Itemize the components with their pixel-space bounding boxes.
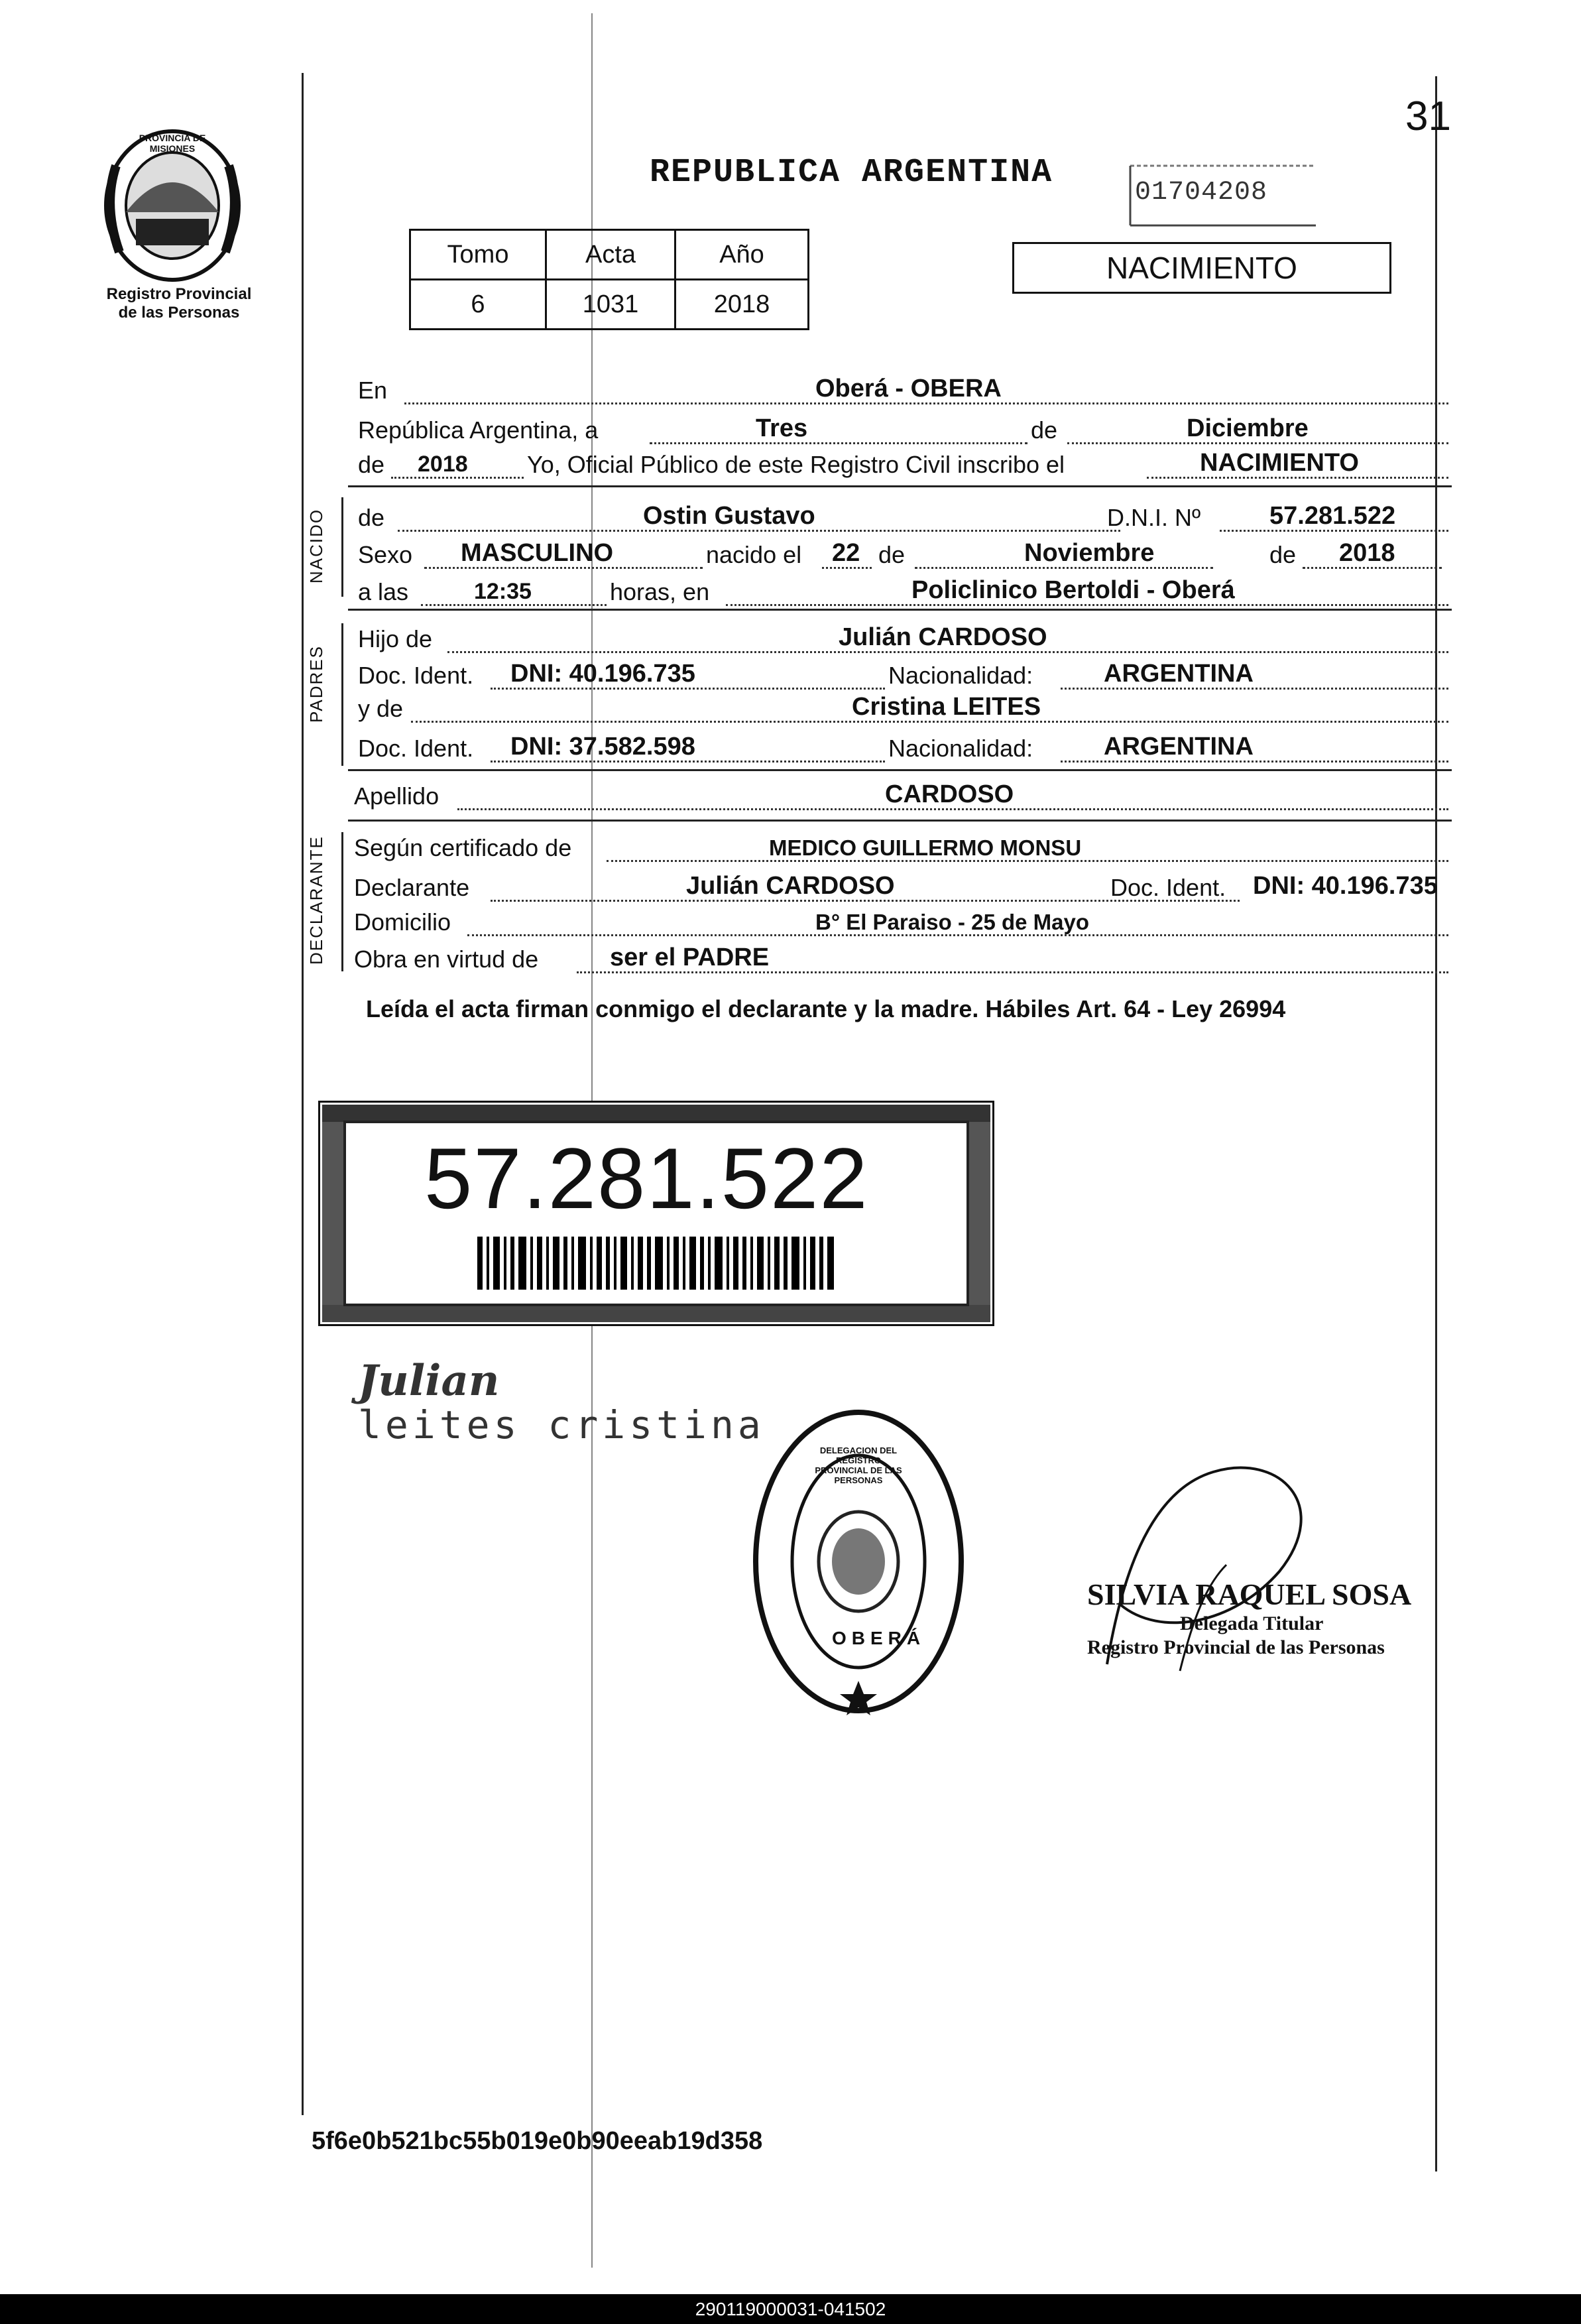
official-signature-name: SILVIA RAQUEL SOSA: [1087, 1577, 1412, 1611]
left-margin-line: [302, 73, 304, 2115]
section-divider: [348, 609, 1452, 611]
row-mother-doc: [358, 729, 1452, 766]
section-bracket: [341, 832, 343, 971]
row-certificate: [354, 829, 1452, 866]
row-capacity: [354, 940, 1452, 977]
registry-caption: [86, 285, 272, 322]
label-doc-ident: Doc. Ident.: [1110, 874, 1226, 901]
label-nacido-el: nacido el: [706, 541, 802, 568]
row-surname: [354, 777, 1452, 814]
day-words: Tres: [756, 414, 808, 442]
label-y-de: y de: [358, 695, 404, 722]
row-father-doc: [358, 656, 1452, 694]
mother-name: Cristina LEITES: [852, 693, 1041, 721]
dni-card-number: 57.281.522: [424, 1130, 869, 1227]
section-label-padres: PADRES: [306, 645, 326, 723]
section-label-nacido: NACIDO: [306, 508, 326, 583]
section-divider: [348, 769, 1452, 771]
father-name: Julián CARDOSO: [839, 623, 1047, 651]
row-declarant: [354, 869, 1452, 906]
document-title: REPUBLICA ARGENTINA: [650, 154, 1053, 192]
father-doc: DNI: 40.196.735: [510, 660, 695, 688]
label-doc-ident: Doc. Ident.: [358, 735, 474, 762]
record-table-header-row: [410, 230, 809, 280]
label-de: de: [878, 541, 906, 568]
registry-caption-line2: de las Personas: [118, 304, 240, 322]
row-place: [358, 371, 1452, 408]
inscription-type: NACIMIENTO: [1200, 449, 1359, 477]
section-bracket: [341, 623, 343, 766]
row-address: [354, 903, 1452, 940]
capacity-value: ser el PADRE: [610, 944, 770, 971]
officer-text: Yo, Oficial Público de este Registro Civil inscribo el: [527, 451, 1065, 478]
label-de2: de: [358, 451, 385, 478]
official-signature-role: Delegada Titular: [1180, 1613, 1324, 1634]
record-table-header: Año: [675, 230, 809, 280]
label-hijo-de: Hijo de: [358, 625, 433, 652]
mother-nationality: ARGENTINA: [1104, 733, 1254, 761]
label-doc-ident: Doc. Ident.: [358, 662, 474, 689]
record-type-box: NACIMIENTO: [1012, 242, 1391, 294]
row-date: [358, 411, 1452, 448]
label-a-las: a las: [358, 578, 409, 605]
row-mother: [358, 690, 1452, 727]
birth-time: 12:35: [474, 579, 532, 604]
handwritten-signature-father: Julian: [358, 1356, 500, 1406]
month-value: Diciembre: [1187, 414, 1309, 442]
handwritten-signature-mother: leites cristina: [358, 1402, 765, 1447]
birth-year: 2018: [1339, 539, 1395, 567]
section-divider: [348, 820, 1452, 822]
child-name: Ostin Gustavo: [643, 502, 815, 530]
logo-seal-text: PROVINCIA DE MISIONES: [139, 133, 206, 154]
record-table-cell: 2018: [675, 280, 809, 330]
father-nationality: ARGENTINA: [1104, 660, 1254, 688]
record-table-header: Acta: [546, 230, 675, 280]
child-dni: 57.281.522: [1269, 502, 1396, 530]
official-signature-org: Registro Provincial de las Personas: [1087, 1636, 1385, 1658]
label-nacionalidad: Nacionalidad:: [888, 662, 1033, 689]
place-value: Oberá - OBERA: [815, 375, 1002, 402]
label-en: En: [358, 377, 388, 404]
record-table-value-row: [410, 280, 809, 330]
label-apellido: Apellido: [354, 782, 439, 810]
row-sex-birthdate: [358, 536, 1452, 573]
address-value: B° El Paraiso - 25 de Mayo: [815, 910, 1090, 934]
label-republic: República Argentina, a: [358, 416, 599, 444]
label-de: de: [1269, 541, 1297, 568]
row-father: [358, 620, 1452, 657]
closing-statement: Leída el acta firman conmigo el declarante y la madre. Hábiles Art. 64 - Ley 26994: [366, 995, 1286, 1022]
year-value: 2018: [418, 452, 468, 477]
label-domicilio: Domicilio: [354, 908, 451, 936]
mother-doc: DNI: 37.582.598: [510, 733, 695, 761]
label-sexo: Sexo: [358, 541, 413, 568]
dotted-leader: [650, 442, 1027, 444]
surname-value: CARDOSO: [885, 780, 1014, 808]
row-officer: [358, 446, 1452, 483]
document-hash: 5f6e0b521bc55b019e0b90eeab19d358: [312, 2127, 763, 2155]
section-divider: [348, 485, 1452, 487]
birth-place: Policlinico Bertoldi - Oberá: [911, 576, 1235, 604]
label-horas-en: horas, en: [610, 578, 710, 605]
footer-code-bar: 290119000031-041502: [0, 2294, 1581, 2324]
serial-number: 01704208: [1135, 178, 1268, 208]
birth-day: 22: [832, 539, 860, 567]
label-obra-en-virtud: Obra en virtud de: [354, 946, 539, 973]
label-nacionalidad: Nacionalidad:: [888, 735, 1033, 762]
declarant-doc: DNI: 40.196.735: [1253, 872, 1438, 900]
label-dni: D.N.I. Nº: [1107, 504, 1201, 531]
stamp-city: OBERÁ: [832, 1628, 926, 1648]
page-number: 31: [1405, 93, 1451, 139]
record-table-header: Tomo: [410, 230, 546, 280]
birth-month: Noviembre: [1024, 539, 1155, 567]
stamp-ring-text: DELEGACION DEL REGISTRO PROVINCIAL DE LAS PERSONAS: [815, 1445, 902, 1485]
sex-value: MASCULINO: [461, 539, 614, 567]
label-de: de: [358, 504, 385, 531]
declarant-name: Julián CARDOSO: [686, 872, 895, 900]
record-table-cell: 1031: [546, 280, 675, 330]
section-label-declarante: DECLARANTE: [306, 835, 326, 965]
label-segun-certificado: Según certificado de: [354, 834, 572, 861]
record-table: [409, 229, 809, 330]
certificate-value: MEDICO GUILLERMO MONSU: [769, 835, 1082, 860]
registry-caption-line1: Registro Provincial: [106, 285, 252, 303]
section-bracket: [341, 497, 343, 597]
record-table-cell: 6: [410, 280, 546, 330]
row-child-name: [358, 499, 1452, 536]
label-de: de: [1031, 416, 1058, 444]
label-declarante: Declarante: [354, 874, 470, 901]
row-time-place: [358, 573, 1452, 610]
